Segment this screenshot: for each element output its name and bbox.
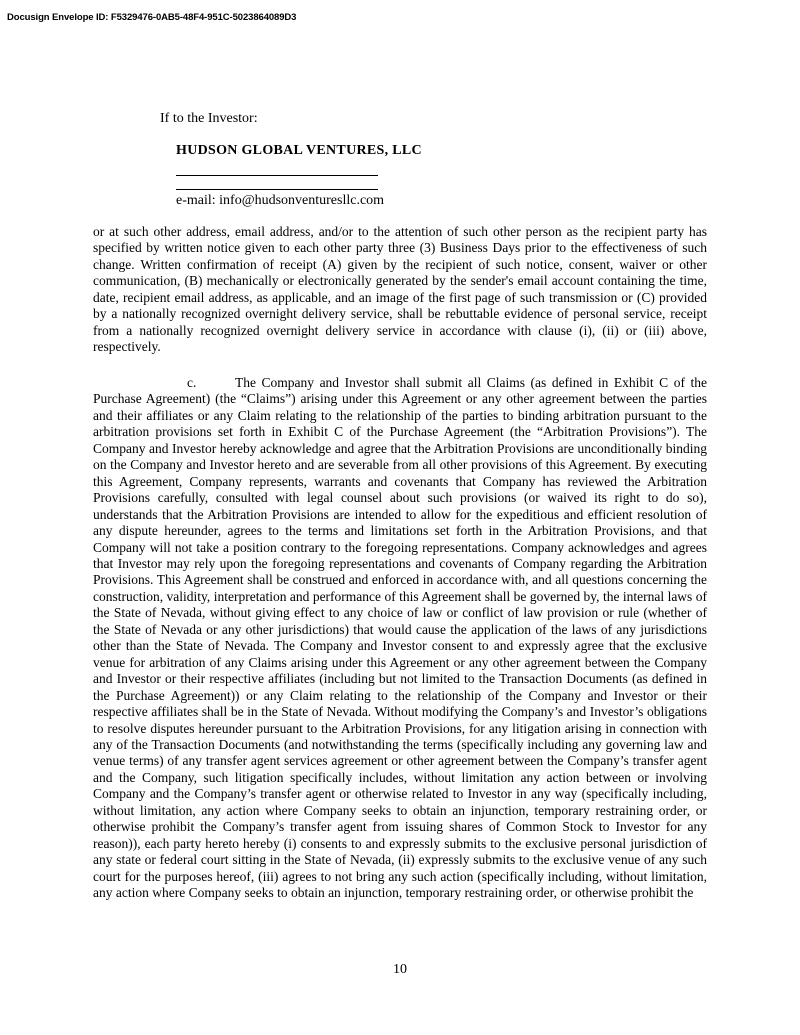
address-line-1 <box>176 175 378 176</box>
notice-label: If to the Investor: <box>160 111 258 126</box>
paragraph-arbitration <box>93 375 707 902</box>
envelope-id: Docusign Envelope ID: F5329476-0AB5-48F4-951C-5023864089D3 <box>7 12 297 23</box>
page-number: 10 <box>393 962 407 977</box>
address-line-2 <box>176 189 378 190</box>
section-marker: c. <box>187 375 197 390</box>
notice-email: e-mail: info@hudsonventuresllc.com <box>176 193 385 208</box>
company-name: HUDSON GLOBAL VENTURES, LLC <box>176 143 422 158</box>
paragraph-arbitration-text: The Company and Investor shall submit all Claims (as defined in Exhibit C of the Purchase Agreement) (the “Claims”) arising under this Agreement or any other agreement between the parties and their affiliates or any Claim relating to the relationship of the parties to binding arbitration pursuant to the arbitration provisions set forth in Exhibit C of the Purchase Agreement (the “Arbitration Provisions”). The Company and Investor hereby acknowledge and agree that the Arbitration Provisions are unconditionally binding on the Company and Investor hereto and are severable from all other provisions of this Agreement. By executing this Agreement, Company represents, warrants and covenants that Company has reviewed the Arbitration Provisions carefully, consulted with legal counsel about such provisions (or waived its right to do so), understands that the Arbitration Provisions are intended to allow for the expeditious and efficient resolution of any dispute hereunder, agrees to the terms and limitations set forth in the Arbitration Provisions, and that Company will not take a position contrary to the foregoing representations. Company acknowledges and agrees that Investor may rely upon the foregoing representations and covenants of Company regarding the Arbitration Provisions. This Agreement shall be construed and enforced in accordance with, and all questions concerning the construction, validity, interpretation and performance of this Agreement shall be governed by, the internal laws of the State of Nevada, without giving effect to any choice of law or conflict of law provision or rule (whether of the State of Nevada or any other jurisdictions) that would cause the application of the laws of any jurisdictions other than the State of Nevada. The Company and Investor consent to and expressly agree that the exclusive venue for arbitration of any Claims arising under this Agreement or any other agreement between the Company and Investor or their respective affiliates (including but not limited to the Transaction Documents (as defined in the Purchase Agreement)) or any Claim relating to the relationship of the Company and Investor or their respective affiliates shall be in the State of Nevada. Without modifying the Company’s and Investor’s obligations to resolve disputes hereunder pursuant to the Arbitration Provisions, for any litigation arising in connection with any of the Transaction Documents (and notwithstanding the terms (specifically including any governing law and venue terms) of any transfer agent services agreement or other agreement between the Company’s transfer agent and the Company, such litigation specifically includes, without limitation any action between or involving Company and the Company’s transfer agent or otherwise related to Investor in any way (specifically including, without limitation, any action where Company seeks to obtain an injunction, temporary restraining order, or otherwise prohibit the Company’s transfer agent from issuing shares of Common Stock to Investor for any reason)), each party hereto hereby (i) consents to and expressly submits to the exclusive personal jurisdiction of any state or federal court sitting in the State of Nevada, (ii) expressly submits to the exclusive venue of any such court for the purposes hereof, (iii) agrees to not bring any such action (specifically including, without limitation, any action where Company seeks to obtain an injunction, temporary restraining order, or otherwise prohibit the <box>93 375 707 901</box>
paragraph-notice-continuation: or at such other address, email address, and/or to the attention of such other person as the recipient party has specified by written notice given to each other party three (3) Business Days prior to the effectiveness of such change. Written confirmation of receipt (A) given by the recipient of such notice, consent, waiver or other communication, (B) mechanically or electronically generated by the sender's email account containing the time, date, recipient email address, as applicable, and an image of the first page of such transmission or (C) provided by a nationally recognized overnight delivery service, shall be rebuttable evidence of personal service, receipt from a nationally recognized overnight delivery service in accordance with clause (i), (ii) or (iii) above, respectively. <box>93 224 707 355</box>
